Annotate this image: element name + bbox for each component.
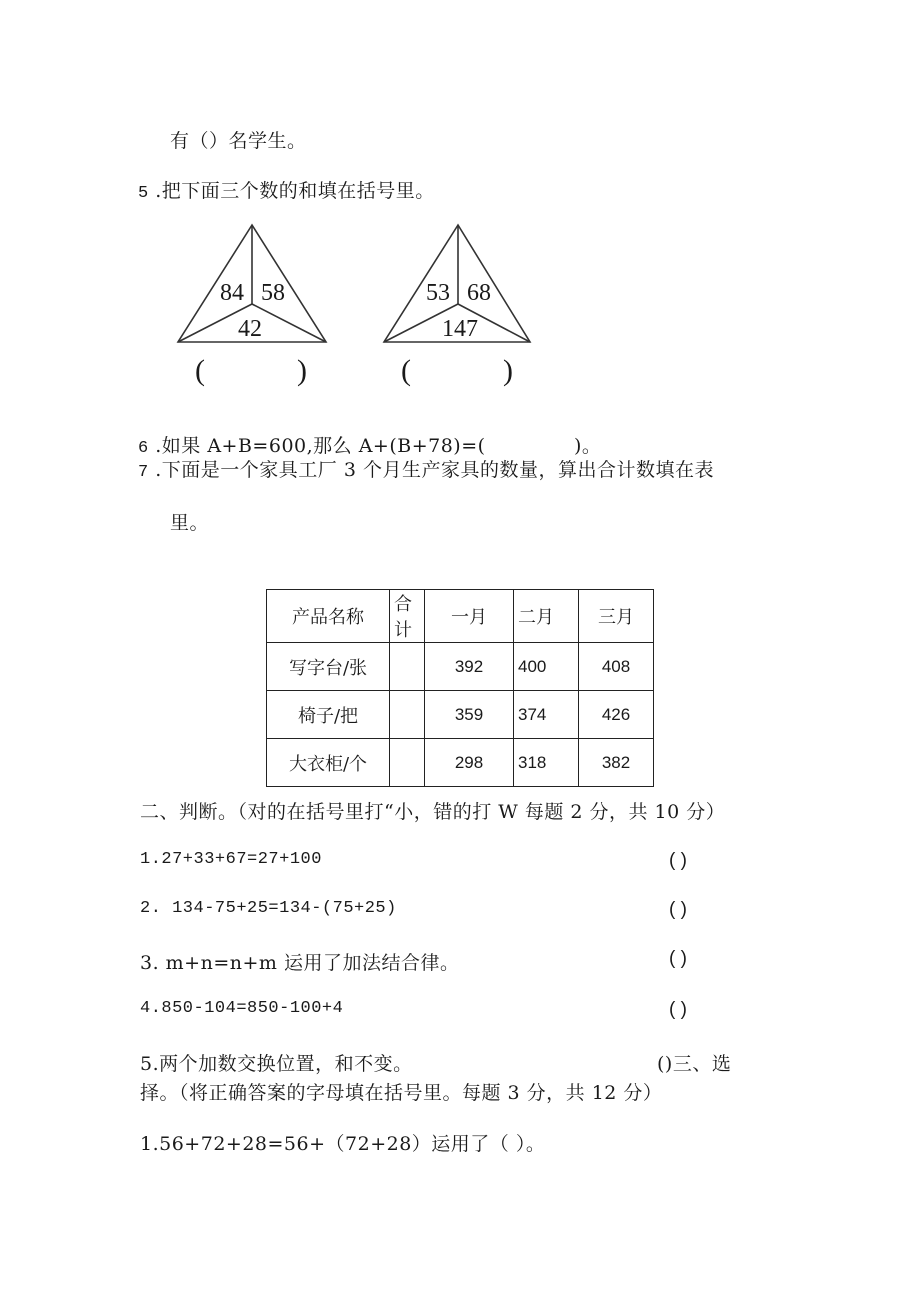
production-table [266, 589, 654, 787]
q6-number: 6 [138, 439, 149, 458]
judge-item-3-answer[interactable]: ( ) [669, 948, 687, 969]
judge-item-4: 4.850-104=850-100+4 [140, 999, 344, 1018]
row-product-name: 写字台/张 [267, 643, 390, 691]
table-row [267, 691, 654, 739]
q6-text: .如果 A+B=600,那么 A+(B+78)=( [155, 435, 486, 457]
row-march-value: 408 [579, 643, 654, 691]
header-february: 二月 [514, 590, 579, 643]
q4-tail: 有（）名学生。 [170, 130, 307, 152]
table-row [267, 643, 654, 691]
judge-item-4-answer[interactable]: ( ) [669, 999, 687, 1020]
row-total-cell[interactable] [390, 739, 425, 787]
judge-item-5-answer-and-section3-start[interactable]: ()三、选 [657, 1053, 732, 1075]
table-header-row [267, 590, 654, 643]
judge-item-1-answer[interactable]: ( ) [669, 850, 687, 871]
judge-item-2-answer[interactable]: ( ) [669, 899, 687, 920]
judge-item-2: 2. 134-75+25=134-(75+25) [140, 899, 397, 918]
row-february-value: 400 [514, 643, 579, 691]
triangle-1-answer-close: ) [297, 354, 307, 387]
row-february-value: 318 [514, 739, 579, 787]
triangle-2-answer-open: ( [401, 354, 411, 387]
header-march: 三月 [579, 590, 654, 643]
triangle-2-right-number: 68 [467, 280, 491, 306]
header-january: 一月 [425, 590, 514, 643]
judge-item-5: 5.两个加数交换位置，和不变。 [140, 1053, 413, 1075]
row-february-value: 374 [514, 691, 579, 739]
header-total: 合计 [390, 590, 425, 643]
row-product-name: 椅子/把 [267, 691, 390, 739]
triangle-2 [376, 222, 536, 388]
row-january-value: 359 [425, 691, 514, 739]
triangle-1-right-number: 58 [261, 280, 285, 306]
triangle-1-answer-open: ( [195, 354, 205, 387]
choice-item-1: 1.56+72+28=56+（72+28）运用了（ ）。 [140, 1133, 546, 1155]
q6-line [138, 431, 486, 458]
table-row [267, 739, 654, 787]
q7-text: .下面是一个家具工厂 3 个月生产家具的数量，算出合计数填在表 [155, 459, 714, 481]
triangle-1-left-number: 84 [220, 280, 244, 306]
triangle-2-answer-close: ) [503, 354, 513, 387]
section3-title-continuation: 择。（将正确答案的字母填在括号里。每题 3 分，共 12 分） [140, 1082, 663, 1104]
row-january-value: 298 [425, 739, 514, 787]
triangle-2-left-number: 53 [426, 280, 450, 306]
q6-tail: )。 [574, 435, 602, 457]
row-total-cell[interactable] [390, 691, 425, 739]
judge-item-3: 3. m+n=n+m 运用了加法结合律。 [140, 952, 460, 974]
q7-continuation: 里。 [170, 512, 210, 534]
row-january-value: 392 [425, 643, 514, 691]
q7-number: 7 [138, 463, 149, 482]
judge-item-1: 1.27+33+67=27+100 [140, 850, 322, 869]
row-product-name: 大衣柜/个 [267, 739, 390, 787]
section2-title: 二、判断。（对的在括号里打“小，错的打 W 每题 2 分，共 10 分） [140, 801, 726, 823]
triangle-1-bottom-number: 42 [238, 316, 262, 342]
row-march-value: 426 [579, 691, 654, 739]
header-product-name: 产品名称 [267, 590, 390, 643]
q5-line [138, 176, 435, 203]
q5-number: 5 [138, 184, 149, 203]
q5-text: .把下面三个数的和填在括号里。 [155, 180, 435, 202]
triangle-1 [172, 222, 332, 388]
row-march-value: 382 [579, 739, 654, 787]
row-total-cell[interactable] [390, 643, 425, 691]
q7-line [138, 455, 714, 482]
triangle-2-bottom-number: 147 [442, 316, 478, 342]
